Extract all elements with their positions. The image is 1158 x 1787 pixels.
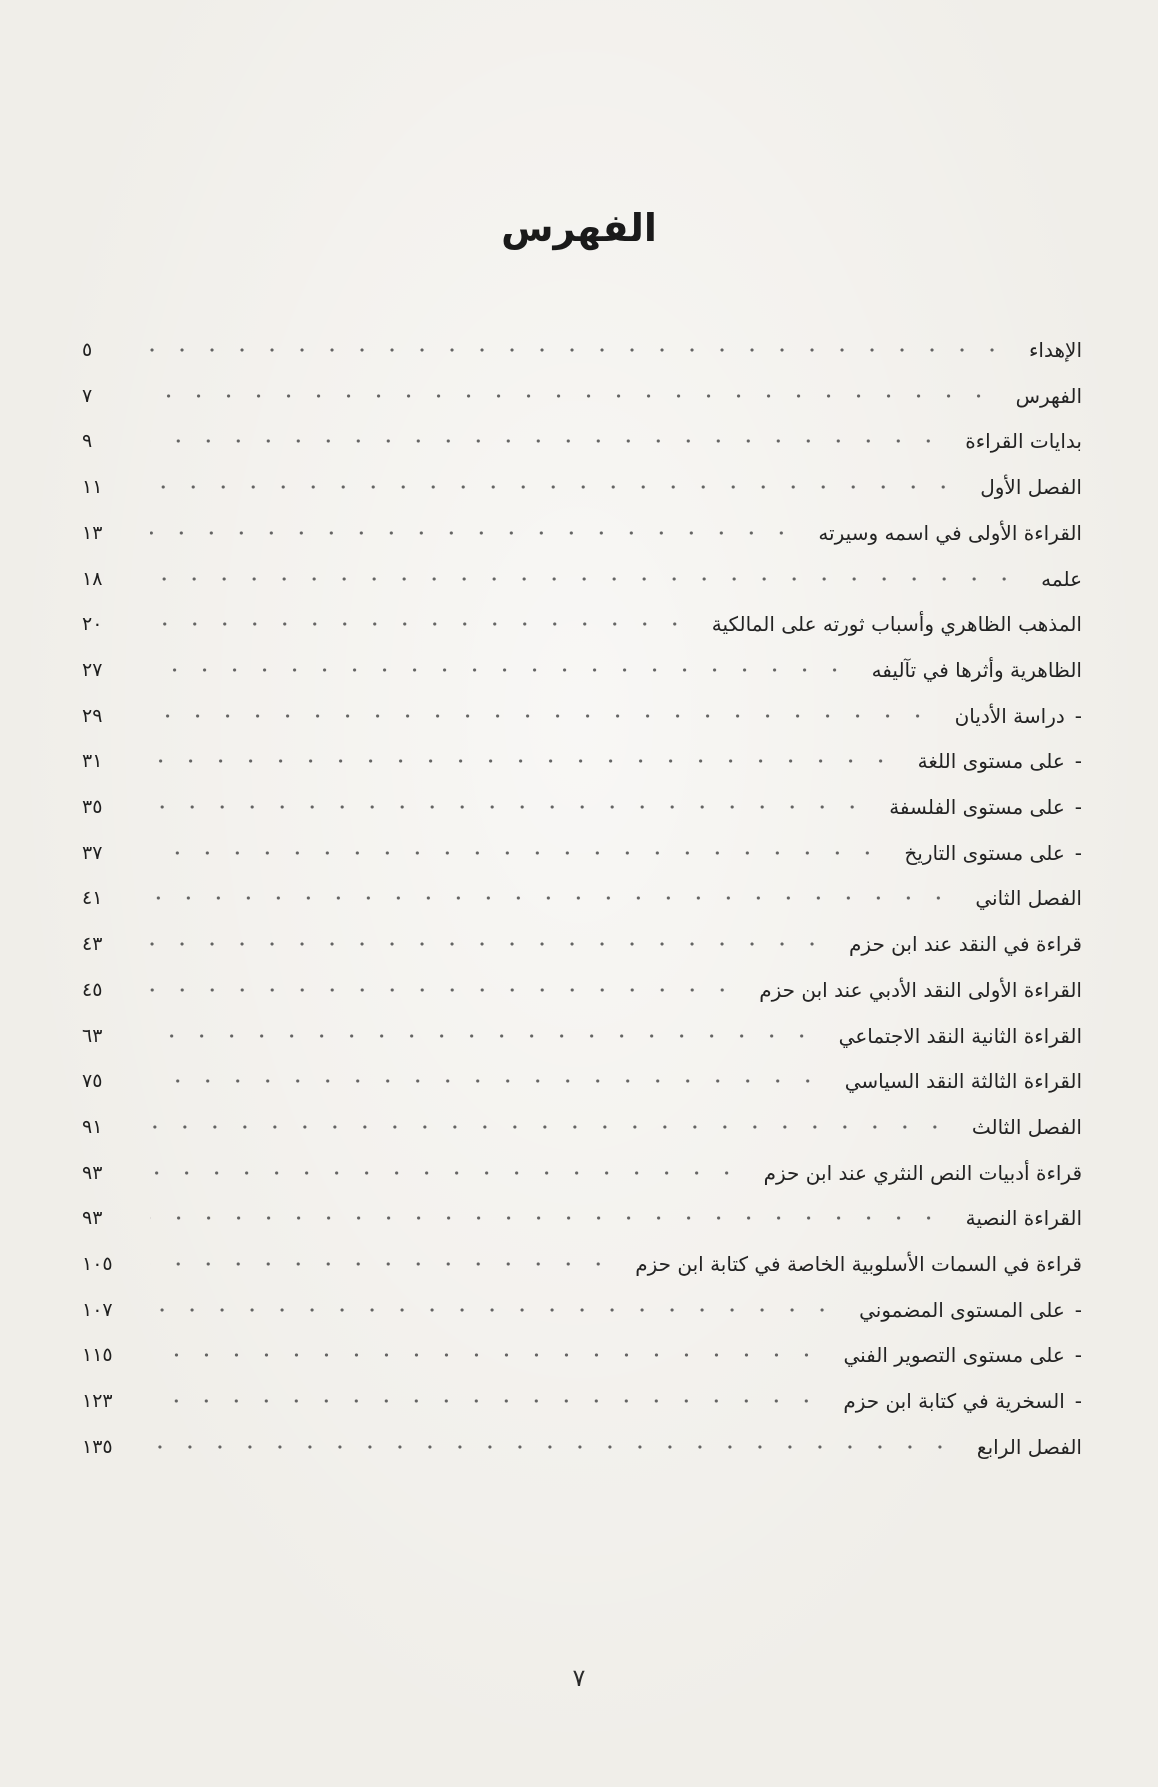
toc-entry-text: الفصل الأول: [980, 475, 1082, 499]
toc-entry-page-number: ٧٥: [82, 1070, 103, 1092]
dot-leader: [150, 804, 867, 810]
dot-leader: [150, 393, 994, 399]
sub-entry-dash: -: [1074, 1343, 1082, 1367]
toc-entry-text: بدايات القراءة: [965, 429, 1082, 453]
dot-leader: [150, 347, 1007, 353]
toc-entry-label: [904, 749, 1082, 773]
dot-leader: [150, 1215, 944, 1221]
toc-entry-page-number: ٤٣: [82, 933, 103, 955]
toc-entry-text: دراسة الأديان: [954, 704, 1065, 728]
dot-leader: [150, 667, 850, 673]
sub-entry-dash: -: [1074, 841, 1082, 865]
toc-entry-text: على مستوى الفلسفة: [889, 795, 1065, 819]
toc-entry-text: على مستوى التصوير الفني: [843, 1343, 1065, 1367]
toc-entry-label: [958, 1115, 1082, 1139]
toc-entry: [82, 1153, 1082, 1193]
toc-entry-page-number: ١٠٥: [82, 1253, 113, 1275]
toc-entry-text: على مستوى التاريخ: [904, 841, 1065, 865]
dot-leader: [150, 1033, 817, 1039]
page-title: الفهرس: [501, 206, 657, 250]
toc-entry: [82, 696, 1082, 736]
toc-entry: [82, 1244, 1082, 1284]
toc-entry-label: [845, 1298, 1082, 1322]
dot-leader: [150, 1444, 955, 1450]
toc-entry-text: قراءة أدبيات النص النثري عند ابن حزم: [763, 1161, 1082, 1185]
toc-entry-page-number: ٤٥: [82, 979, 103, 1001]
toc-entry-text: الفهرس: [1015, 384, 1082, 408]
toc-entry-text: الفصل الرابع: [976, 1435, 1082, 1459]
toc-entry: [82, 376, 1082, 416]
toc-entry: [82, 1107, 1082, 1147]
toc-entry-label: [1015, 338, 1082, 362]
toc-entry-label: [835, 932, 1082, 956]
toc-entry: [82, 970, 1082, 1010]
toc-entry-label: [829, 1343, 1082, 1367]
toc-entry: [82, 604, 1082, 644]
toc-entry-label: [941, 704, 1082, 728]
toc-entry-label: [831, 1069, 1082, 1093]
toc-entry-page-number: ٣١: [82, 750, 103, 772]
sub-entry-dash: -: [1074, 795, 1082, 819]
toc-entry-label: [1002, 384, 1082, 408]
toc-entry-label: [745, 978, 1082, 1002]
toc-entry-text: الإهداء: [1029, 338, 1082, 362]
dot-leader: [150, 850, 882, 856]
toc-entry: [82, 833, 1082, 873]
toc-entry-page-number: ١٢٣: [82, 1390, 113, 1412]
toc-entry-page-number: ٩١: [82, 1116, 103, 1138]
dot-leader: [150, 713, 933, 719]
toc-entry-label: [750, 1161, 1082, 1185]
toc-entry-label: [952, 1206, 1082, 1230]
toc-entry-page-number: ١٣٥: [82, 1436, 113, 1458]
toc-entry-label: [829, 1389, 1082, 1413]
toc-entry: [82, 513, 1082, 553]
toc-entry-label: [858, 658, 1082, 682]
toc-entry-label: [875, 795, 1082, 819]
toc-entry-text: القراءة الأولى النقد الأدبي عند ابن حزم: [759, 978, 1082, 1002]
dot-leader: [150, 1307, 837, 1313]
toc-entry-page-number: ١١: [82, 476, 103, 498]
toc-entry-text: القراءة النصية: [965, 1206, 1082, 1230]
toc-entry: [82, 467, 1082, 507]
table-of-contents: [0, 330, 1158, 1635]
toc-entry: [82, 1335, 1082, 1375]
toc-entry-label: [961, 886, 1082, 910]
toc-entry: [82, 1016, 1082, 1056]
dot-leader: [150, 941, 827, 947]
toc-entry: [82, 878, 1082, 918]
dot-leader: [150, 1078, 823, 1084]
dot-leader: [150, 1261, 613, 1267]
toc-entry-text: الفصل الثاني: [975, 886, 1082, 910]
toc-entry: [82, 330, 1082, 370]
sub-entry-dash: -: [1074, 1389, 1082, 1413]
toc-entry-label: [966, 475, 1082, 499]
toc-entry: [82, 741, 1082, 781]
toc-entry-text: علمه: [1041, 567, 1082, 591]
toc-entry-page-number: ٣٥: [82, 796, 103, 818]
dot-leader: [150, 530, 796, 536]
toc-entry-page-number: ٩٣: [82, 1162, 103, 1184]
toc-entry-label: [825, 1024, 1082, 1048]
toc-entry-label: [698, 612, 1082, 636]
toc-entry-label: [621, 1252, 1082, 1276]
toc-entry-text: القراءة الثالثة النقد السياسي: [844, 1069, 1082, 1093]
sub-entry-dash: -: [1074, 704, 1082, 728]
dot-leader: [150, 758, 896, 764]
toc-entry-label: [951, 429, 1082, 453]
dot-leader: [150, 484, 958, 490]
dot-leader: [150, 895, 953, 901]
toc-entry: [82, 1061, 1082, 1101]
dot-leader: [150, 576, 1019, 582]
toc-entry: [82, 1381, 1082, 1421]
toc-entry-text: الظاهرية وأثرها في تآليفه: [871, 658, 1082, 682]
toc-entry-text: قراءة في السمات الأسلوبية الخاصة في كتابة ابن حزم: [635, 1252, 1082, 1276]
toc-entry-page-number: ٢٠: [82, 613, 103, 635]
page-number-footer: ٧: [572, 1664, 586, 1692]
toc-entry-label: [890, 841, 1082, 865]
toc-entry: [82, 421, 1082, 461]
toc-entry-page-number: ٩٣: [82, 1207, 103, 1229]
dot-leader: [150, 621, 690, 627]
toc-entry-text: القراءة الأولى في اسمه وسيرته: [818, 521, 1082, 545]
dot-leader: [150, 1170, 742, 1176]
toc-entry-text: على المستوى المضموني: [859, 1298, 1065, 1322]
toc-entry-page-number: ٢٩: [82, 705, 103, 727]
toc-entry-page-number: ١٨: [82, 568, 103, 590]
toc-entry-page-number: ٦٣: [82, 1025, 103, 1047]
dot-leader: [150, 1124, 950, 1130]
dot-leader: [150, 438, 943, 444]
toc-entry: [82, 559, 1082, 599]
dot-leader: [150, 1398, 821, 1404]
toc-entry-text: القراءة الثانية النقد الاجتماعي: [838, 1024, 1082, 1048]
toc-entry-page-number: ١١٥: [82, 1344, 113, 1366]
toc-entry-label: [963, 1435, 1082, 1459]
toc-entry-text: المذهب الظاهري وأسباب ثورته على المالكية: [711, 612, 1082, 636]
toc-entry: [82, 1427, 1082, 1467]
toc-entry-page-number: ٣٧: [82, 842, 103, 864]
toc-entry-page-number: ٤١: [82, 887, 103, 909]
toc-entry: [82, 787, 1082, 827]
toc-entry-label: [1027, 567, 1082, 591]
toc-entry-page-number: ١٣: [82, 522, 103, 544]
sub-entry-dash: -: [1074, 749, 1082, 773]
toc-entry-text: على مستوى اللغة: [917, 749, 1065, 773]
sub-entry-dash: -: [1074, 1298, 1082, 1322]
toc-entry-page-number: ٩: [82, 430, 93, 452]
toc-entry-page-number: ٢٧: [82, 659, 103, 681]
toc-entry: [82, 650, 1082, 690]
toc-entry-page-number: ١٠٧: [82, 1299, 113, 1321]
dot-leader: [150, 1352, 821, 1358]
toc-entry-page-number: ٧: [82, 385, 93, 407]
toc-entry-text: السخرية في كتابة ابن حزم: [843, 1389, 1065, 1413]
toc-entry-label: [804, 521, 1082, 545]
toc-entry: [82, 1198, 1082, 1238]
toc-entry-page-number: ٥: [82, 339, 93, 361]
toc-entry: [82, 924, 1082, 964]
toc-entry-text: الفصل الثالث: [971, 1115, 1082, 1139]
dot-leader: [150, 987, 737, 993]
toc-entry-text: قراءة في النقد عند ابن حزم: [849, 932, 1082, 956]
toc-entry: [82, 1290, 1082, 1330]
